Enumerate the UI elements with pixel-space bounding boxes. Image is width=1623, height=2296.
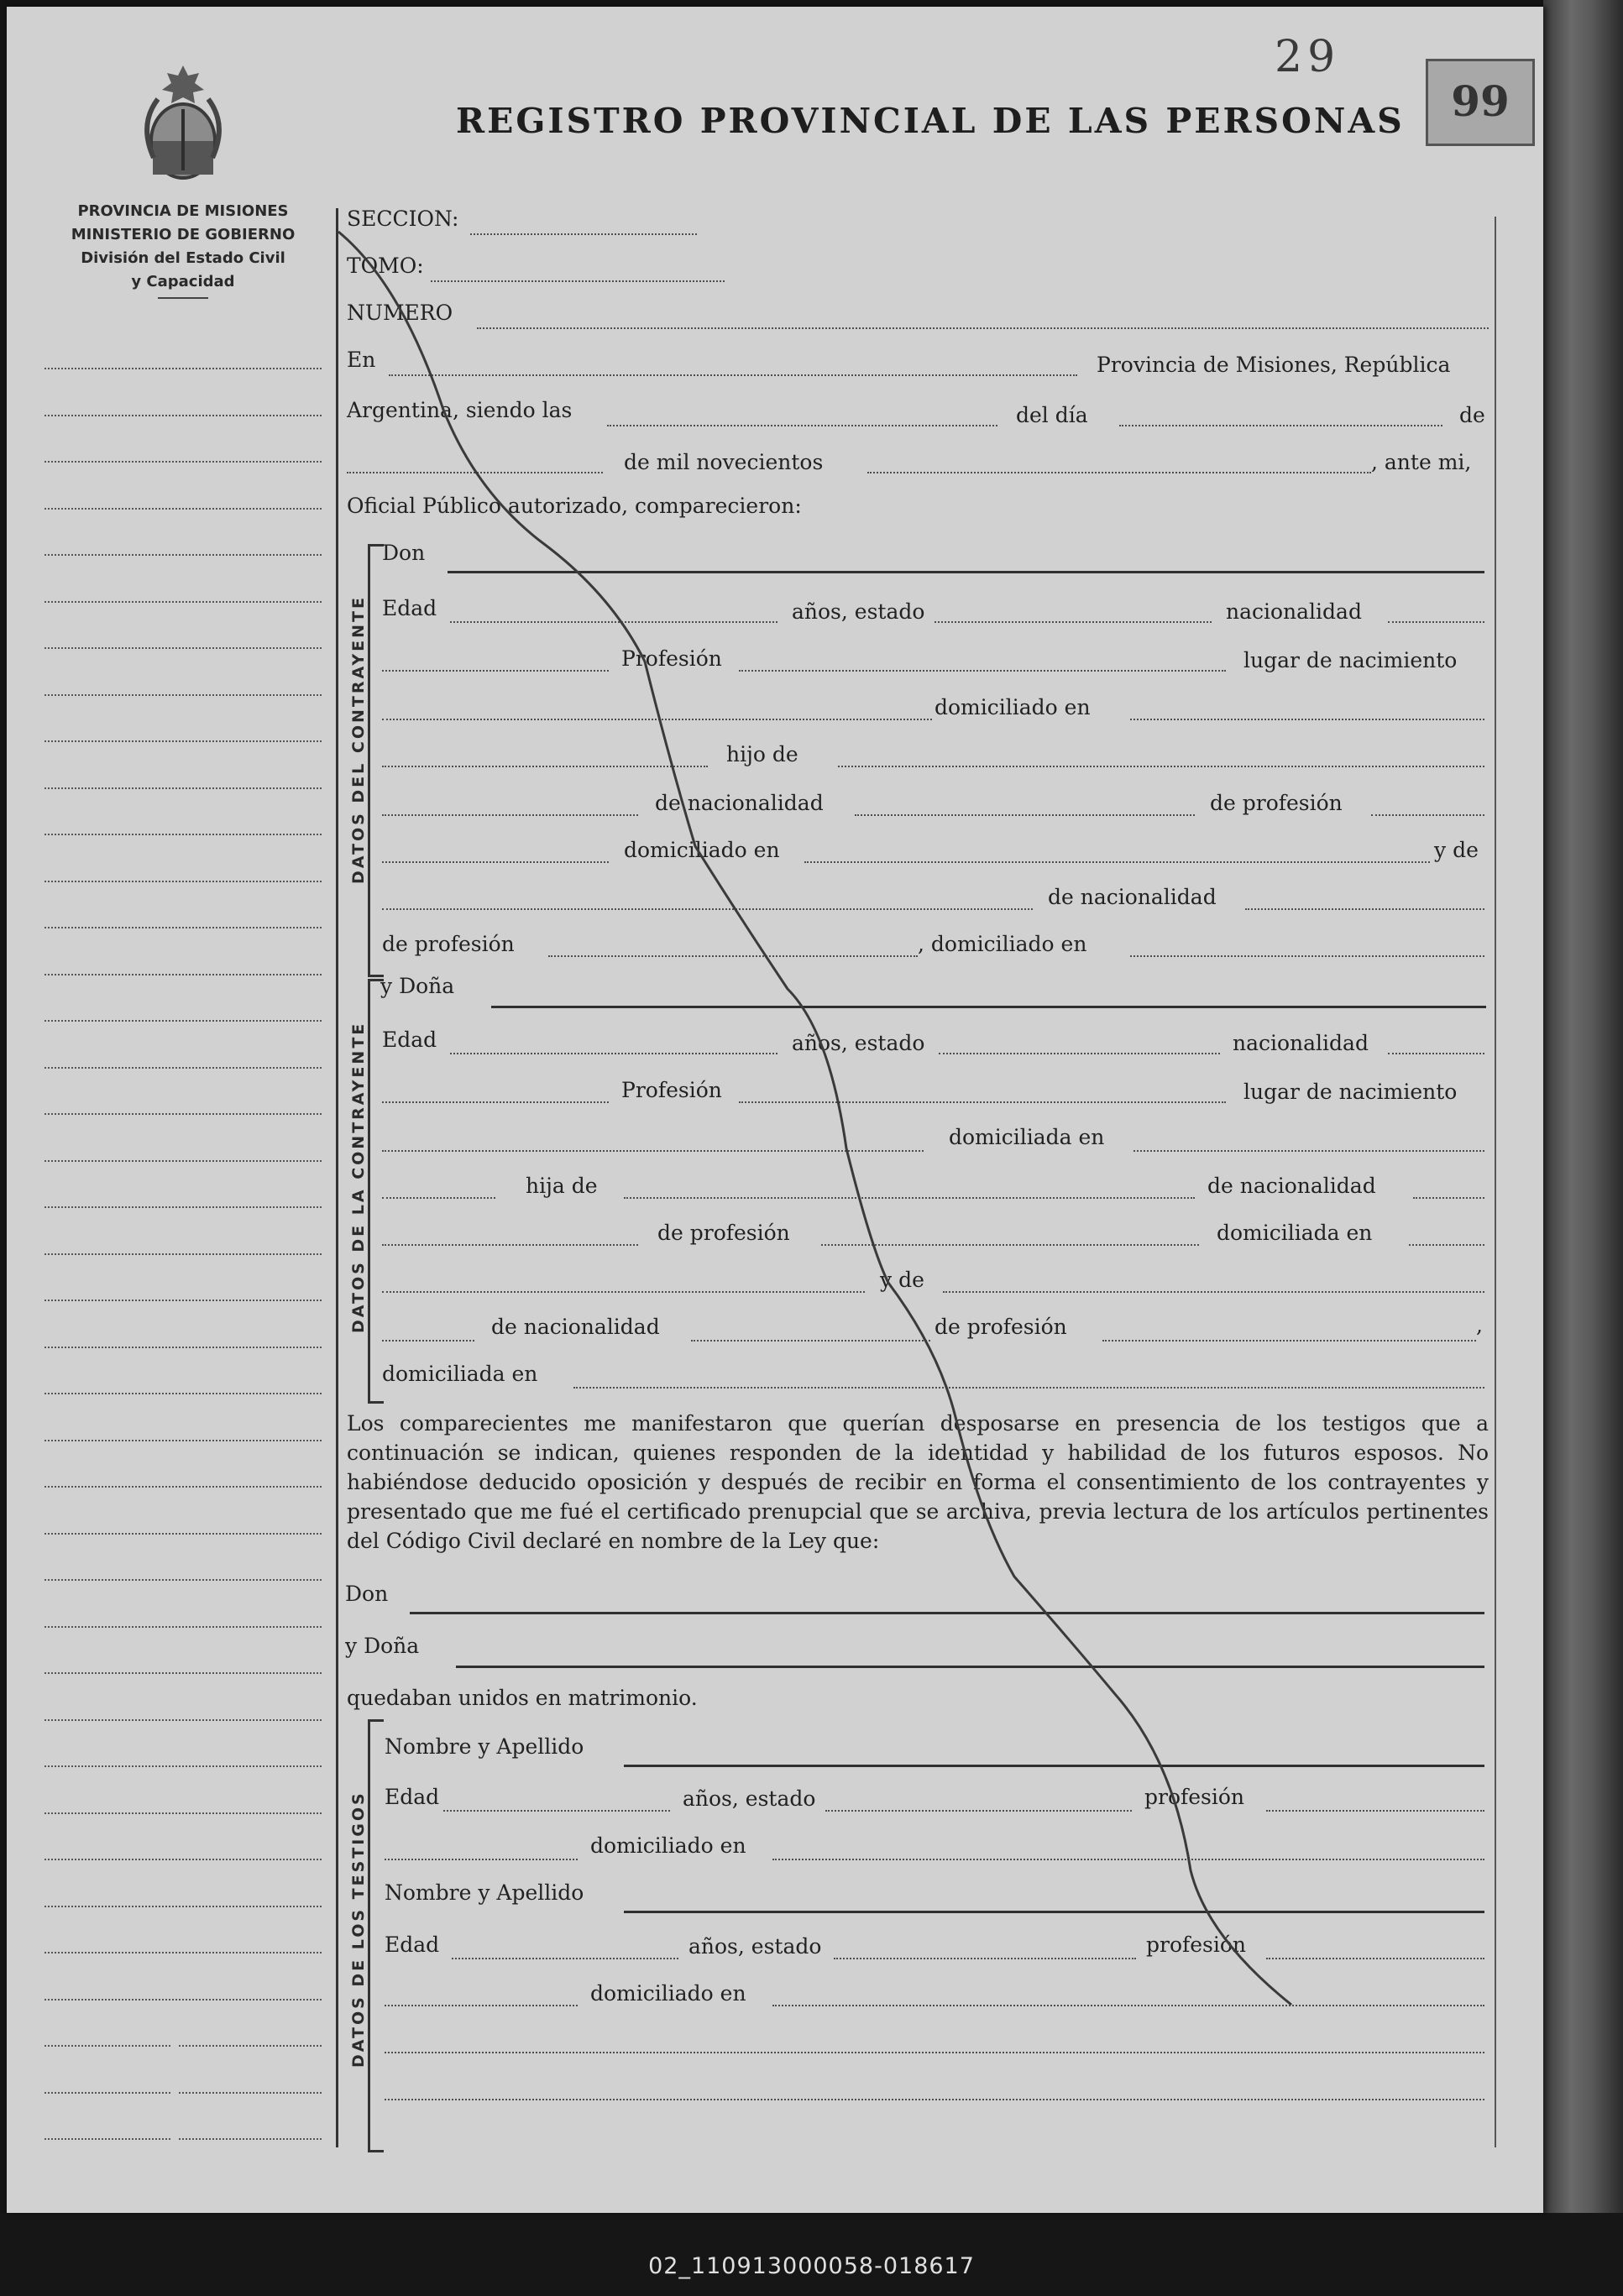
- label-domiciliado-t2: domiciliado en: [590, 1981, 746, 2006]
- field-profesion-t2[interactable]: [1266, 1958, 1484, 1959]
- field-nacionalidad[interactable]: [1388, 621, 1484, 623]
- margin-line[interactable]: [45, 415, 322, 416]
- contrayente-label: DATOS DEL CONTRAYENTE: [349, 595, 368, 884]
- field-estado-t1[interactable]: [825, 1810, 1132, 1812]
- label-anos-estado-t1: años, estado: [683, 1786, 816, 1811]
- field-madre[interactable]: [382, 908, 1033, 910]
- label-provincia: Provincia de Misiones, República: [1097, 353, 1451, 377]
- label-profesion: Profesión: [621, 646, 722, 671]
- field-profesion-t1[interactable]: [1266, 1810, 1484, 1812]
- margin-line[interactable]: [45, 368, 322, 369]
- field-domicilio[interactable]: [1130, 719, 1484, 720]
- field-madre-f-domicilio[interactable]: [573, 1387, 1484, 1389]
- label-domiciliado-t1: domiciliado en: [590, 1833, 746, 1858]
- margin-line[interactable]: [45, 1906, 322, 1907]
- label-hija-de: hija de: [526, 1174, 598, 1198]
- label-profesion-t1: profesión: [1144, 1785, 1245, 1809]
- field-madre-f-nacionalidad[interactable]: [691, 1340, 930, 1342]
- margin-line[interactable]: [179, 2092, 322, 2094]
- label-nacionalidad: nacionalidad: [1226, 599, 1362, 624]
- margin-rule: [336, 208, 338, 2147]
- field-madre-f-2[interactable]: [382, 1340, 474, 1342]
- margin-line[interactable]: [45, 787, 322, 789]
- label-nombre-1: Nombre y Apellido: [385, 1734, 584, 1759]
- label-quedaban: quedaban unidos en matrimonio.: [347, 1686, 698, 1710]
- label-y-de-f: y de: [880, 1268, 924, 1292]
- margin-line[interactable]: [45, 1999, 322, 2001]
- field-madre-f[interactable]: [943, 1291, 1484, 1293]
- margin-line[interactable]: [45, 1440, 322, 1441]
- field-en[interactable]: [389, 374, 1077, 376]
- issuing-office: [40, 200, 326, 299]
- margin-line[interactable]: [179, 2138, 322, 2140]
- label-anos-estado-t2: años, estado: [688, 1934, 822, 1959]
- label-numero: NUMERO: [347, 301, 453, 325]
- field-hora[interactable]: [607, 425, 997, 426]
- label-edad: Edad: [382, 596, 437, 620]
- field-padre-profesion-2[interactable]: [382, 861, 609, 863]
- testigos-bracket: [368, 1719, 384, 2152]
- field-estado-f[interactable]: [939, 1053, 1220, 1054]
- field-edad-t1[interactable]: [443, 1810, 670, 1812]
- org-division: División del Estado Civil: [81, 249, 285, 267]
- field-edad-f[interactable]: [450, 1053, 777, 1054]
- label-profesion-t2: profesión: [1146, 1933, 1247, 1957]
- margin-line[interactable]: [45, 1486, 322, 1488]
- field-nombre-1[interactable]: [624, 1765, 1484, 1767]
- margin-line[interactable]: [45, 1626, 322, 1628]
- margin-line[interactable]: [45, 647, 322, 649]
- margin-line[interactable]: [179, 2045, 322, 2047]
- label-nacionalidad-f: nacionalidad: [1233, 1031, 1369, 1055]
- field-nacionalidad-f[interactable]: [1388, 1053, 1484, 1054]
- label-de-profesion-f-2: de profesión: [935, 1315, 1067, 1339]
- field-edad-t2[interactable]: [452, 1958, 678, 1959]
- margin-line[interactable]: [45, 1347, 322, 1348]
- margin-line[interactable]: [45, 881, 322, 882]
- field-madre-profesion[interactable]: [548, 955, 918, 957]
- label-edad-f: Edad: [382, 1028, 437, 1052]
- label-ante-mi: , ante mi,: [1371, 450, 1472, 474]
- margin-line[interactable]: [45, 508, 322, 510]
- field-dia[interactable]: [1119, 425, 1442, 426]
- field-domicilio-f[interactable]: [1133, 1150, 1484, 1152]
- margin-line[interactable]: [45, 974, 322, 975]
- label-comma: ,: [1476, 1313, 1483, 1337]
- field-lugar-f[interactable]: [382, 1150, 924, 1152]
- label-de-nacionalidad-f-2: de nacionalidad: [491, 1315, 660, 1339]
- field-lugar[interactable]: [382, 719, 932, 720]
- field-estado-t2[interactable]: [834, 1958, 1136, 1959]
- margin-line[interactable]: [45, 1952, 322, 1953]
- label-oficial: Oficial Público autorizado, comparecieron:: [347, 494, 802, 518]
- field-padre-profesion[interactable]: [1371, 814, 1484, 816]
- field-edad[interactable]: [450, 621, 777, 623]
- margin-line[interactable]: [45, 2092, 170, 2094]
- label-domiciliada: domiciliada en: [949, 1125, 1105, 1149]
- margin-line[interactable]: [45, 1672, 322, 1674]
- field-madre-nacionalidad[interactable]: [1245, 908, 1484, 910]
- margin-line[interactable]: [45, 1812, 322, 1814]
- margin-line[interactable]: [45, 461, 322, 463]
- margin-line[interactable]: [45, 1206, 322, 1208]
- field-padre[interactable]: [838, 766, 1484, 767]
- label-de-profesion-2: de profesión: [382, 932, 515, 956]
- field-padre-f-domicilio-2[interactable]: [382, 1291, 865, 1293]
- label-profesion-f: Profesión: [621, 1078, 722, 1102]
- declaration-text: Los comparecientes me manifestaron que querían desposarse en presencia de los testigos que a continuación se indican, quienes responden de la identidad y habilidad de los futuros esposos. No habiéndose deducido oposición y después de recibir en forma el consentimiento de los contrayentes y presentado que me fué el certificado prenupcial que se archiva, previa lectura de los artículos pertinentes del Código Civil declaré en nombre de la Ley que:: [347, 1411, 1489, 1553]
- label-edad-t2: Edad: [385, 1933, 440, 1957]
- testigos-label: DATOS DE LOS TESTIGOS: [349, 1791, 368, 2068]
- label-anos-estado-f: años, estado: [792, 1031, 925, 1055]
- field-nacionalidad-f-2[interactable]: [382, 1101, 609, 1103]
- label-tomo: TOMO:: [347, 254, 424, 278]
- margin-line[interactable]: [45, 1859, 322, 1860]
- margin-line[interactable]: [45, 740, 322, 742]
- label-domiciliado-2: domiciliado en: [624, 838, 780, 862]
- margin-line[interactable]: [45, 927, 322, 928]
- right-rule: [1495, 217, 1496, 2147]
- label-domiciliada-3: domiciliada en: [382, 1362, 538, 1386]
- field-padre-f-domicilio[interactable]: [1409, 1244, 1484, 1246]
- label-de: de: [1459, 403, 1485, 427]
- field-tomo[interactable]: [431, 280, 725, 282]
- field-union-dona[interactable]: [456, 1666, 1484, 1668]
- field-profesion[interactable]: [739, 670, 1226, 672]
- margin-line[interactable]: [45, 1300, 322, 1301]
- margin-line[interactable]: [45, 1253, 322, 1255]
- org-ministry: MINISTERIO DE GOBIERNO: [71, 226, 296, 243]
- field-anio[interactable]: [867, 472, 1371, 473]
- label-union-dona: y Doña: [345, 1634, 420, 1658]
- margin-line[interactable]: [45, 1533, 322, 1535]
- label-argentina: Argentina, siendo las: [347, 398, 573, 422]
- field-numero[interactable]: [477, 327, 1489, 329]
- register-page: [7, 7, 1543, 2213]
- field-nombre-2[interactable]: [624, 1911, 1484, 1913]
- label-en: En: [347, 348, 376, 372]
- label-lugar: lugar de nacimiento: [1243, 648, 1458, 672]
- field-padre-domicilio[interactable]: [804, 861, 1430, 863]
- label-del-dia: del día: [1016, 403, 1088, 427]
- margin-line[interactable]: [45, 601, 322, 603]
- label-seccion: SECCION:: [347, 207, 459, 231]
- field-domicilio-t1[interactable]: [772, 1859, 1484, 1860]
- label-de-nacionalidad-f: de nacionalidad: [1207, 1174, 1376, 1198]
- book-spine: [1543, 0, 1623, 2258]
- coat-of-arms-icon: [137, 57, 229, 187]
- label-edad-t1: Edad: [385, 1785, 440, 1809]
- org-division-2: y Capacidad: [131, 273, 235, 290]
- field-extra-1[interactable]: [385, 2052, 1484, 2053]
- folio-stamp: 99: [1426, 59, 1535, 146]
- label-de-nacionalidad-2: de nacionalidad: [1048, 885, 1217, 909]
- margin-line[interactable]: [45, 1160, 322, 1162]
- field-domicilio-2[interactable]: [382, 766, 708, 767]
- field-don[interactable]: [448, 571, 1484, 573]
- field-seccion[interactable]: [470, 233, 697, 235]
- margin-line[interactable]: [45, 1393, 322, 1394]
- field-padre-f-profesion[interactable]: [821, 1244, 1199, 1246]
- org-underline: [158, 294, 208, 299]
- field-estado[interactable]: [935, 621, 1212, 623]
- image-caption: 02_110913000058-018617: [648, 2253, 975, 2279]
- margin-line[interactable]: [45, 2138, 170, 2140]
- field-profesion-f[interactable]: [739, 1101, 1226, 1103]
- margin-line[interactable]: [45, 834, 322, 835]
- margin-line[interactable]: [45, 1067, 322, 1069]
- field-madre-f-profesion[interactable]: [1102, 1340, 1476, 1342]
- label-domiciliado: domiciliado en: [935, 695, 1091, 719]
- margin-line[interactable]: [45, 1765, 322, 1767]
- field-padre-f[interactable]: [624, 1197, 1195, 1199]
- field-union-don[interactable]: [410, 1612, 1484, 1614]
- label-dona: y Doña: [380, 974, 455, 998]
- field-padre-2[interactable]: [382, 814, 638, 816]
- field-padre-f-nacionalidad-2[interactable]: [382, 1244, 638, 1246]
- field-domicilio-f-2[interactable]: [382, 1197, 495, 1199]
- org-province: PROVINCIA DE MISIONES: [77, 202, 289, 220]
- margin-line[interactable]: [45, 554, 322, 556]
- label-hijo-de: hijo de: [726, 742, 798, 766]
- label-nombre-2: Nombre y Apellido: [385, 1880, 584, 1905]
- contrayenta-label: DATOS DE LA CONTRAYENTE: [349, 1021, 368, 1333]
- label-union-don: Don: [345, 1582, 389, 1606]
- margin-line[interactable]: [45, 1719, 322, 1721]
- page-title: REGISTRO PROVINCIAL DE LAS PERSONAS: [456, 101, 1405, 141]
- label-de-profesion-f: de profesión: [657, 1221, 790, 1245]
- label-anos-estado: años, estado: [792, 599, 925, 624]
- margin-line[interactable]: [45, 694, 322, 696]
- label-lugar-f: lugar de nacimiento: [1243, 1080, 1458, 1104]
- field-padre-f-nacionalidad[interactable]: [1413, 1197, 1484, 1199]
- margin-line[interactable]: [45, 2045, 170, 2047]
- label-de-profesion: de profesión: [1210, 791, 1343, 815]
- field-profesion-t1-2[interactable]: [385, 1859, 578, 1860]
- margin-line[interactable]: [45, 1113, 322, 1115]
- field-madre-domicilio[interactable]: [1130, 955, 1484, 957]
- label-de-nacionalidad: de nacionalidad: [655, 791, 824, 815]
- label-don: Don: [382, 541, 426, 565]
- cancellation-stroke: [7, 7, 1543, 2213]
- page-number: 29: [1275, 32, 1341, 82]
- field-extra-2[interactable]: [385, 2099, 1484, 2100]
- label-domiciliado-3: , domiciliado en: [918, 932, 1087, 956]
- margin-line[interactable]: [45, 1579, 322, 1581]
- margin-line[interactable]: [45, 1020, 322, 1022]
- field-profesion-t2-2[interactable]: [385, 2005, 578, 2006]
- field-padre-nacionalidad[interactable]: [855, 814, 1195, 816]
- field-nacionalidad-2[interactable]: [382, 670, 609, 672]
- label-y-de: y de: [1434, 838, 1479, 862]
- label-mil: de mil novecientos: [624, 450, 824, 474]
- label-domiciliada-2: domiciliada en: [1217, 1221, 1373, 1245]
- field-mes[interactable]: [347, 472, 603, 473]
- field-dona[interactable]: [491, 1006, 1486, 1008]
- field-domicilio-t2[interactable]: [772, 2005, 1484, 2006]
